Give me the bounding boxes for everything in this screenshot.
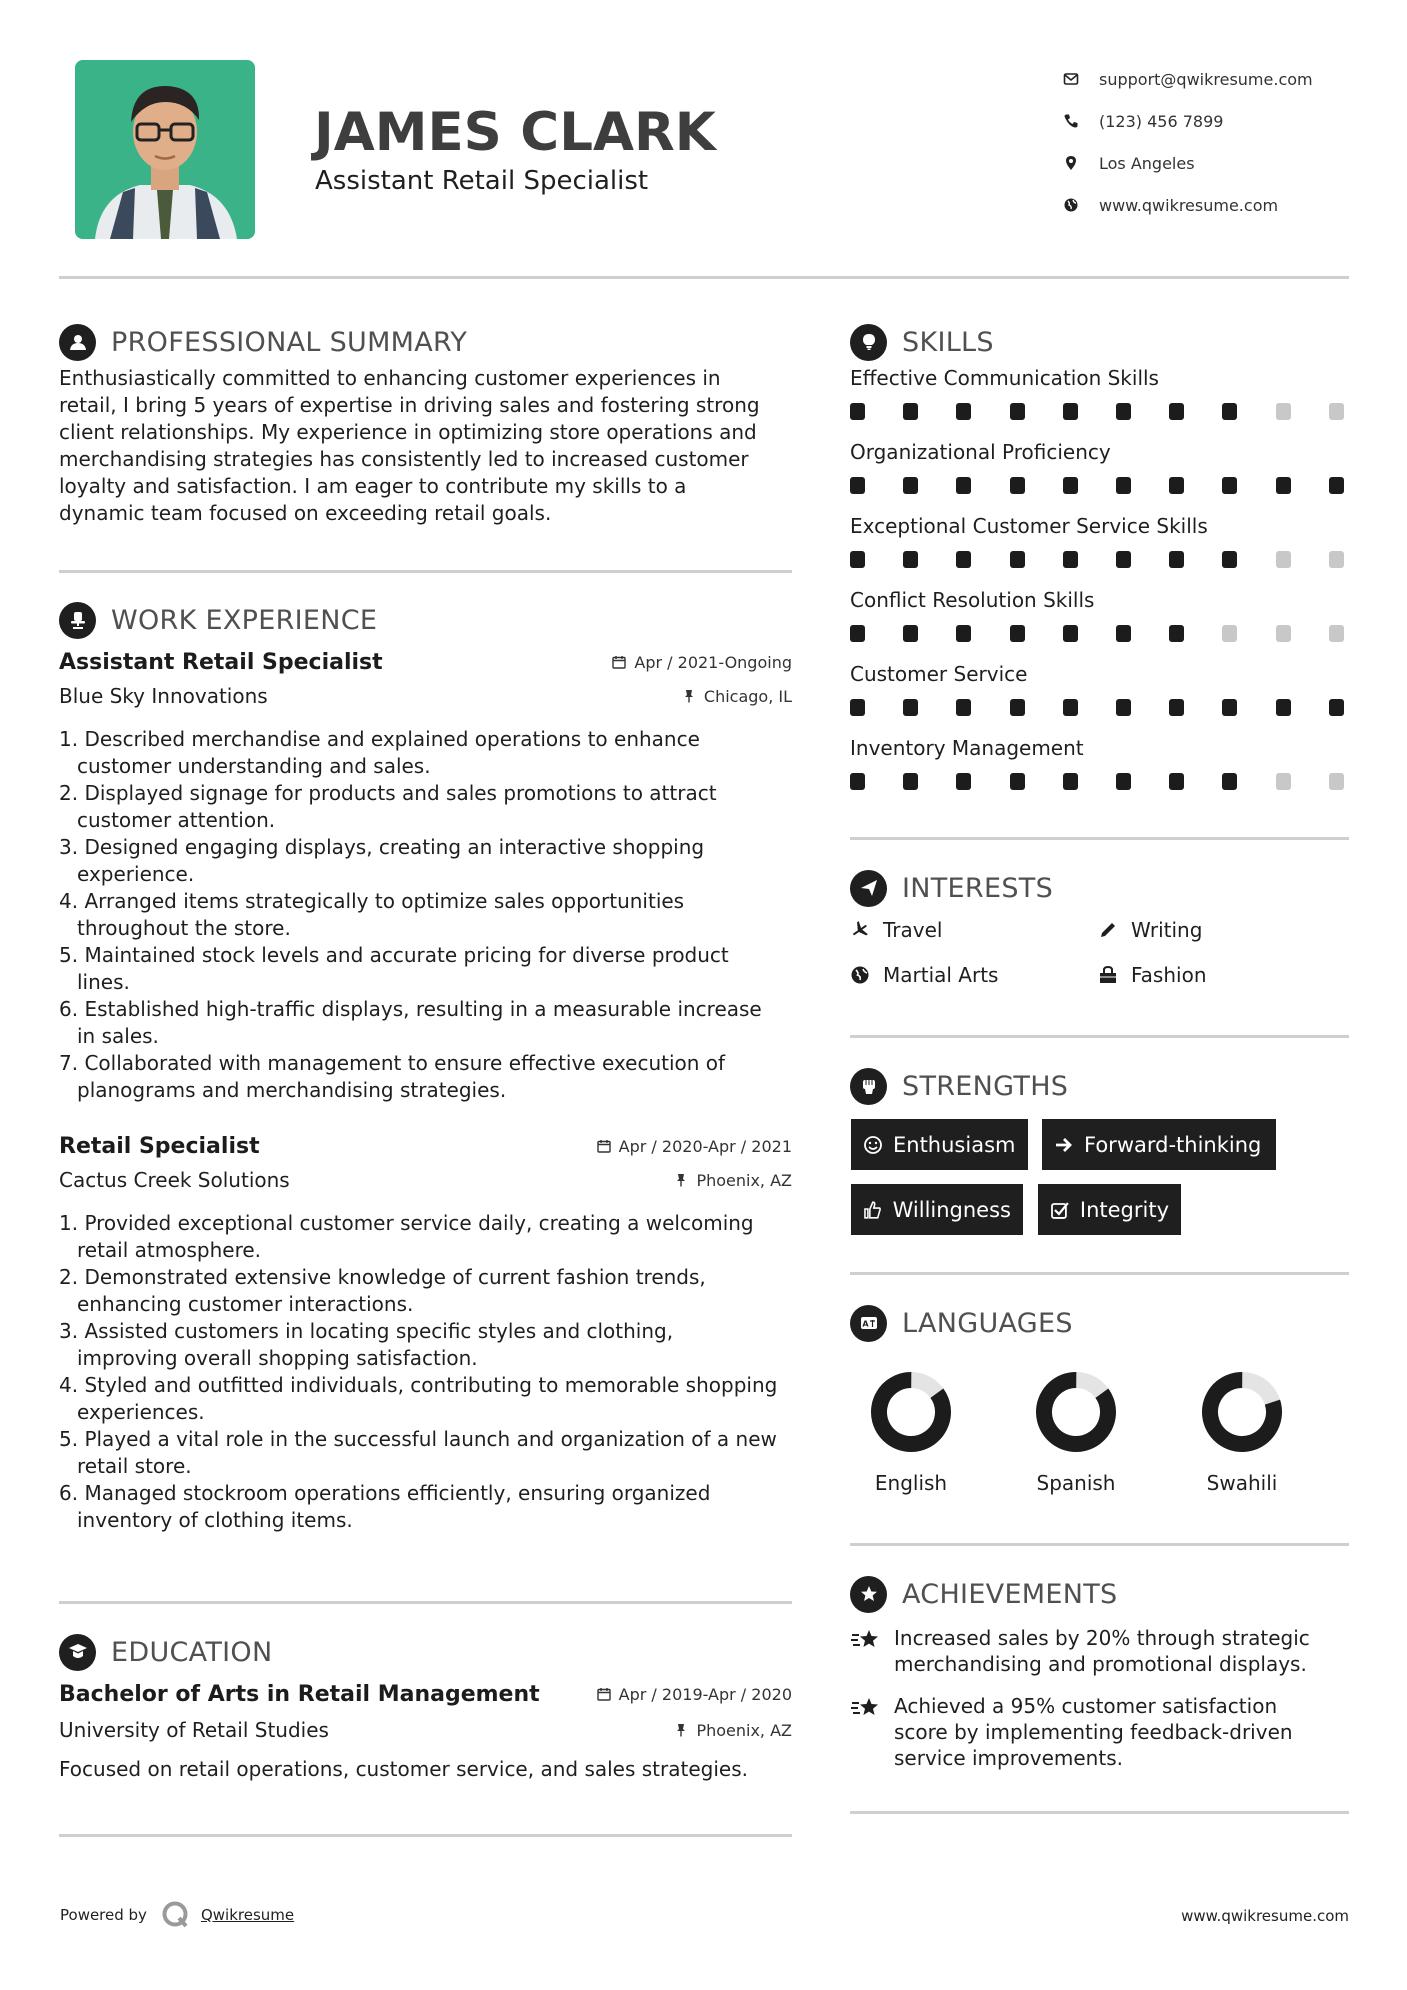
interest-item: Travel — [850, 918, 942, 942]
contact-website-text: www.qwikresume.com — [1099, 195, 1279, 215]
achievements-divider — [850, 1811, 1349, 1814]
contact-location — [1063, 142, 1363, 184]
summary-section — [59, 322, 799, 527]
rating-dot-filled — [1010, 477, 1025, 494]
pencil-icon — [1098, 920, 1118, 940]
fist-icon — [850, 1068, 887, 1105]
rating-dot-filled — [1116, 773, 1131, 790]
skills-heading: SKILLS — [902, 326, 994, 358]
paper-plane-icon — [850, 870, 887, 907]
education-heading: EDUCATION — [111, 1636, 273, 1668]
rating-dot-filled — [1222, 403, 1237, 420]
job-bullets — [59, 1210, 792, 1534]
rating-dot-empty — [1276, 625, 1291, 642]
contact-phone[interactable] — [1063, 100, 1363, 142]
chair-icon — [59, 602, 96, 639]
rating-dot-filled — [1063, 403, 1078, 420]
rating-dot-filled — [903, 403, 918, 420]
skill-item — [850, 366, 1350, 440]
list-item: 2. Demonstrated extensive knowledge of current fashion trends, enhancing customer interactions. — [59, 1265, 706, 1316]
skill-name: Customer Service — [850, 662, 1028, 686]
rating-dot-filled — [903, 477, 918, 494]
language-proficiency-ring — [1199, 1369, 1285, 1455]
candidate-title: Assistant Retail Specialist — [315, 166, 649, 196]
education-divider — [59, 1834, 792, 1837]
pushpin-icon — [674, 1723, 688, 1737]
rating-dot-filled — [1010, 699, 1025, 716]
language-proficiency-ring — [1033, 1369, 1119, 1455]
rating-dot-filled — [1222, 551, 1237, 568]
language-name: English — [874, 1471, 948, 1495]
rating-dot-empty — [1276, 773, 1291, 790]
languages-section — [850, 1303, 1350, 1343]
rating-dot-filled — [850, 477, 865, 494]
qwikresume-logo-icon — [161, 1900, 191, 1930]
education-location: Phoenix, AZ — [674, 1721, 792, 1740]
experience-heading: WORK EXPERIENCE — [111, 604, 378, 636]
rating-dot-filled — [903, 551, 918, 568]
rating-dot-filled — [850, 699, 865, 716]
language-name: Spanish — [1036, 1471, 1116, 1495]
pushpin-icon — [674, 1173, 688, 1187]
rating-dot-filled — [1329, 477, 1344, 494]
rating-dot-filled — [956, 551, 971, 568]
skill-rating — [850, 468, 1350, 514]
skills-section — [850, 322, 1350, 810]
footer-powered-by: Powered by Qwikresume — [60, 1900, 294, 1930]
rating-dot-filled — [1222, 477, 1237, 494]
envelope-icon — [1063, 71, 1079, 87]
skill-item — [850, 514, 1350, 588]
rating-dot-filled — [956, 625, 971, 642]
rating-dot-filled — [1063, 551, 1078, 568]
rating-dot-filled — [1276, 699, 1291, 716]
globe-icon — [850, 965, 870, 985]
rating-dot-filled — [850, 551, 865, 568]
strength-tag: Enthusiasm — [851, 1119, 1028, 1170]
rating-dot-filled — [1116, 551, 1131, 568]
calendar-icon — [612, 655, 626, 669]
skill-name: Organizational Proficiency — [850, 440, 1111, 464]
rating-dot-filled — [1010, 403, 1025, 420]
contact-website[interactable] — [1063, 184, 1363, 226]
achievement-item: Increased sales by 20% through strategic merchandising and promotional displays. — [850, 1625, 1314, 1677]
education-dates: Apr / 2019-Apr / 2020 — [597, 1685, 792, 1704]
thumbs-up-icon — [863, 1200, 883, 1220]
rating-dot-filled — [850, 403, 865, 420]
skill-item — [850, 440, 1350, 514]
experience-divider — [59, 1601, 792, 1604]
job-bullets — [59, 726, 792, 1104]
shooting-star-icon — [850, 1695, 882, 1723]
achievements-heading: ACHIEVEMENTS — [902, 1578, 1118, 1610]
contact-phone-text: (123) 456 7899 — [1099, 111, 1224, 131]
skill-name: Inventory Management — [850, 736, 1084, 760]
summary-divider — [59, 570, 792, 573]
list-item: 2. Displayed signage for products and sales promotions to attract customer attention. — [59, 781, 717, 832]
skill-rating — [850, 764, 1350, 810]
languages-divider — [850, 1543, 1349, 1546]
rating-dot-filled — [903, 625, 918, 642]
user-icon — [59, 324, 96, 361]
phone-icon — [1063, 113, 1079, 129]
interests-heading: INTERESTS — [902, 872, 1054, 904]
interests-divider — [850, 1035, 1349, 1038]
strengths-heading: STRENGTHS — [902, 1070, 1069, 1102]
list-item: 6. Established high-traffic displays, resulting in a measurable increase in sales. — [59, 997, 762, 1048]
skill-item — [850, 736, 1350, 810]
rating-dot-empty — [1329, 403, 1344, 420]
rating-dot-filled — [1222, 773, 1237, 790]
rating-dot-filled — [1063, 699, 1078, 716]
rating-dot-filled — [903, 773, 918, 790]
rating-dot-empty — [1329, 551, 1344, 568]
skill-name: Conflict Resolution Skills — [850, 588, 1095, 612]
rating-dot-filled — [850, 625, 865, 642]
rating-dot-empty — [1276, 403, 1291, 420]
language-item — [856, 1369, 966, 1495]
graduate-icon — [59, 1634, 96, 1671]
rating-dot-filled — [956, 699, 971, 716]
footer-url[interactable]: www.qwikresume.com — [1181, 1907, 1349, 1925]
rating-dot-filled — [1169, 773, 1184, 790]
job-role: Assistant Retail Specialist — [59, 650, 383, 675]
rating-dot-filled — [1116, 477, 1131, 494]
globe-icon — [1063, 197, 1079, 213]
rating-dot-filled — [956, 477, 971, 494]
rating-dot-filled — [903, 699, 918, 716]
rating-dot-filled — [1169, 699, 1184, 716]
language-icon — [850, 1305, 887, 1342]
summary-heading: PROFESSIONAL SUMMARY — [111, 326, 468, 358]
skill-rating — [850, 542, 1350, 588]
rating-dot-empty — [1329, 625, 1344, 642]
rating-dot-filled — [850, 773, 865, 790]
list-item: 3. Assisted customers in locating specific styles and clothing, improving overall shopping satisfaction. — [59, 1319, 674, 1370]
contact-email[interactable] — [1063, 58, 1363, 100]
strength-tag: Forward-thinking — [1042, 1119, 1276, 1170]
strength-tag: Integrity — [1038, 1184, 1181, 1235]
rating-dot-filled — [1169, 403, 1184, 420]
rating-dot-filled — [1222, 699, 1237, 716]
svg-text:A: A — [861, 1319, 869, 1329]
lightbulb-icon — [850, 324, 887, 361]
job-dates: Apr / 2020-Apr / 2021 — [597, 1137, 792, 1156]
profile-photo — [75, 60, 255, 239]
contact-list — [1063, 58, 1363, 226]
calendar-icon — [597, 1139, 611, 1153]
skill-rating — [850, 394, 1350, 440]
list-item: 6. Managed stockroom operations efficiently, ensuring organized inventory of clothing items. — [59, 1481, 711, 1532]
calendar-icon — [597, 1687, 611, 1701]
rating-dot-filled — [1276, 477, 1291, 494]
job-dates: Apr / 2021-Ongoing — [612, 653, 792, 672]
footer-brand-link[interactable]: Qwikresume — [200, 1906, 295, 1924]
rating-dot-filled — [1169, 477, 1184, 494]
strengths-section — [850, 1066, 1350, 1106]
rating-dot-filled — [956, 403, 971, 420]
rating-dot-empty — [1222, 625, 1237, 642]
achievements-section — [850, 1574, 1350, 1614]
rating-dot-filled — [1169, 551, 1184, 568]
candidate-name: JAMES CLARK — [314, 102, 716, 163]
plane-icon — [850, 920, 870, 940]
job-location: Chicago, IL — [682, 687, 792, 706]
rating-dot-filled — [1329, 699, 1344, 716]
rating-dot-filled — [1116, 403, 1131, 420]
skill-item — [850, 588, 1350, 662]
experience-section — [59, 600, 792, 1534]
rating-dot-filled — [1010, 551, 1025, 568]
rating-dot-filled — [1116, 699, 1131, 716]
degree-title: Bachelor of Arts in Retail Management — [59, 1682, 540, 1707]
skill-name: Effective Communication Skills — [850, 366, 1159, 390]
skill-item — [850, 662, 1350, 736]
rating-dot-filled — [1063, 625, 1078, 642]
job-company: Cactus Creek Solutions — [59, 1168, 290, 1192]
language-item — [1021, 1369, 1131, 1495]
job-company: Blue Sky Innovations — [59, 684, 268, 708]
list-item: 4. Arranged items strategically to optimize sales opportunities throughout the store. — [59, 889, 685, 940]
rating-dot-filled — [1063, 477, 1078, 494]
language-proficiency-ring — [868, 1369, 954, 1455]
rating-dot-empty — [1276, 551, 1291, 568]
rating-dot-filled — [1169, 625, 1184, 642]
arrow-right-icon — [1054, 1135, 1074, 1155]
interest-item: Martial Arts — [850, 963, 998, 987]
list-item: 3. Designed engaging displays, creating an interactive shopping experience. — [59, 835, 705, 886]
language-name: Swahili — [1206, 1471, 1278, 1495]
header-divider — [59, 276, 1349, 279]
avatar — [75, 60, 255, 239]
school-name: University of Retail Studies — [59, 1718, 329, 1742]
interest-item: Fashion — [1098, 963, 1207, 987]
list-item: 5. Maintained stock levels and accurate pricing for diverse product lines. — [59, 943, 729, 994]
rating-dot-filled — [1010, 773, 1025, 790]
list-item: 1. Described merchandise and explained operations to enhance customer understanding and sales. — [59, 727, 700, 778]
education-section — [59, 1632, 792, 1783]
skills-divider — [850, 837, 1349, 840]
strengths-divider — [850, 1272, 1349, 1275]
contact-email-text: support@qwikresume.com — [1099, 69, 1313, 89]
rating-dot-filled — [1063, 773, 1078, 790]
list-item: 5. Played a vital role in the successful launch and organization of a new retail store. — [59, 1427, 777, 1478]
skill-rating — [850, 690, 1350, 736]
languages-heading: LANGUAGES — [902, 1307, 1073, 1339]
skill-name: Exceptional Customer Service Skills — [850, 514, 1208, 538]
check-square-icon — [1050, 1200, 1070, 1220]
summary-text: Enthusiastically committed to enhancing customer experiences in retail, I bring 5 years of expertise in driving sales and fostering strong client relationships. My experience in optimizing store operations and merchandising strategies has consistently led to increased customer loyalty and satisfaction. I am eager to contribute my skills to a dynamic team focused on exceeding retail goals. — [59, 366, 760, 525]
smile-icon — [863, 1135, 883, 1155]
rating-dot-filled — [1116, 625, 1131, 642]
job-entry — [59, 650, 792, 1104]
achievement-item: Achieved a 95% customer satisfaction score by implementing feedback-driven service improvements. — [850, 1693, 1314, 1771]
skill-rating — [850, 616, 1350, 662]
rating-dot-empty — [1329, 773, 1344, 790]
job-location: Phoenix, AZ — [674, 1171, 792, 1190]
rating-dot-filled — [1010, 625, 1025, 642]
rating-dot-filled — [956, 773, 971, 790]
job-role: Retail Specialist — [59, 1134, 260, 1159]
list-item: 7. Collaborated with management to ensure effective execution of planograms and merchandising strategies. — [59, 1051, 726, 1102]
job-entry — [59, 1134, 792, 1534]
list-item: 4. Styled and outfitted individuals, contributing to memorable shopping experiences. — [59, 1373, 778, 1424]
map-pin-icon — [1063, 155, 1079, 171]
contact-location-text: Los Angeles — [1099, 153, 1195, 173]
education-description: Focused on retail operations, customer service, and sales strategies. — [59, 1757, 748, 1781]
pushpin-icon — [682, 689, 696, 703]
strength-tag: Willingness — [851, 1184, 1023, 1235]
shooting-star-icon — [850, 1627, 882, 1655]
shopping-bag-icon — [1098, 965, 1118, 985]
achievement-star-icon — [850, 1576, 887, 1613]
language-item — [1187, 1369, 1297, 1495]
interest-item: Writing — [1098, 918, 1202, 942]
list-item: 1. Provided exceptional customer service daily, creating a welcoming retail atmosphere. — [59, 1211, 754, 1262]
